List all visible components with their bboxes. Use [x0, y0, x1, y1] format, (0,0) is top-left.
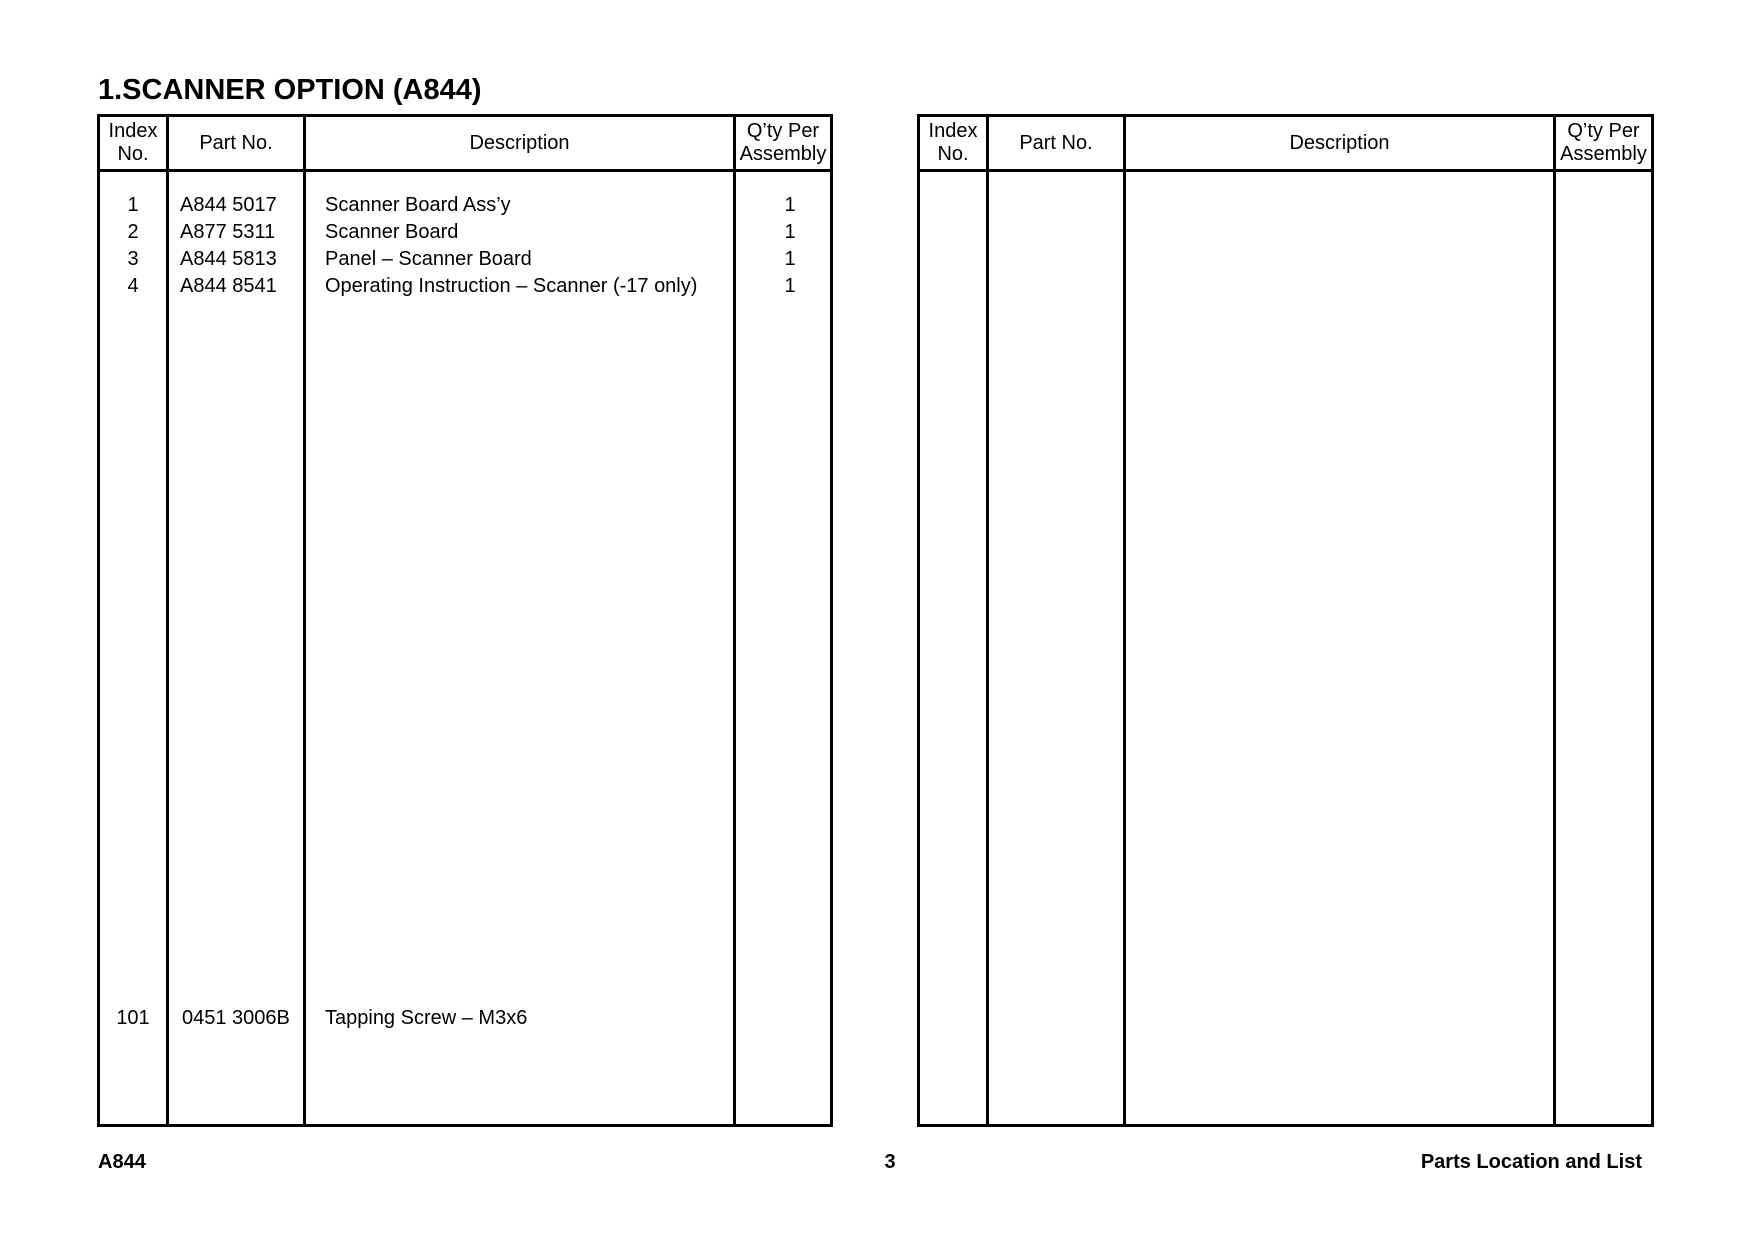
index-cell: 101	[116, 1007, 150, 1029]
column-divider	[1553, 117, 1556, 1124]
table-row	[100, 192, 830, 219]
part-no-cell: A844 5813	[180, 248, 277, 270]
table-row	[100, 1005, 830, 1032]
index-cell: 1	[127, 194, 139, 216]
column-divider	[1123, 117, 1126, 1124]
part-no-cell: A844 8541	[180, 275, 277, 297]
qty-cell: 1	[784, 275, 796, 297]
header-part-no: Part No.	[1019, 131, 1093, 154]
description-cell: Tapping Screw – M3x6	[325, 1007, 528, 1029]
header-index: Index No.	[108, 120, 158, 165]
table-row	[100, 246, 830, 273]
header-description: Description	[1289, 131, 1390, 154]
header-divider	[100, 169, 830, 172]
header-qty: Q’ty Per Assembly	[1560, 120, 1647, 165]
header-description: Description	[469, 131, 570, 154]
column-divider	[986, 117, 989, 1124]
footer-section-title: Parts Location and List	[1420, 1151, 1642, 1173]
footer-model: A844	[98, 1151, 146, 1173]
description-cell: Scanner Board	[325, 221, 459, 243]
index-cell: 2	[127, 221, 139, 243]
part-no-cell: A844 5017	[180, 194, 277, 216]
qty-cell: 1	[784, 194, 796, 216]
header-qty: Q’ty Per Assembly	[739, 120, 827, 165]
parts-table-right	[917, 114, 1654, 1127]
page-number: 3	[884, 1151, 896, 1173]
description-cell: Scanner Board Ass’y	[325, 194, 511, 216]
part-no-cell: A877 5311	[180, 221, 276, 243]
page-title: 1.SCANNER OPTION (A844)	[98, 74, 482, 106]
parts-table-left	[97, 114, 833, 1127]
header-part-no: Part No.	[199, 131, 273, 154]
header-divider	[920, 169, 1651, 172]
header-index: Index No.	[928, 120, 978, 165]
part-no-cell: 0451 3006B	[182, 1007, 290, 1029]
index-cell: 3	[127, 248, 139, 270]
description-cell: Operating Instruction – Scanner (-17 only)	[325, 275, 698, 297]
qty-cell: 1	[784, 248, 796, 270]
table-row	[100, 273, 830, 300]
description-cell: Panel – Scanner Board	[325, 248, 532, 270]
table-row	[100, 219, 830, 246]
qty-cell: 1	[784, 221, 796, 243]
index-cell: 4	[127, 275, 139, 297]
